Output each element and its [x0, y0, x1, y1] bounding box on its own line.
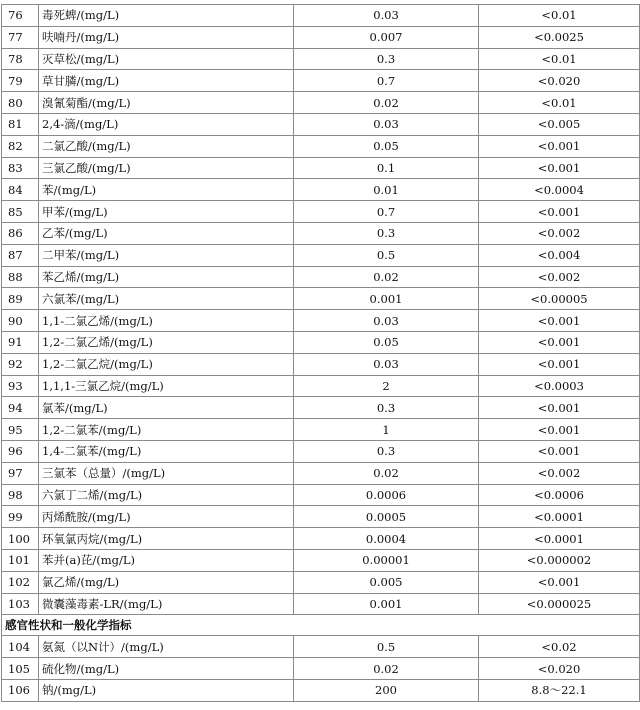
test-result: <0.005	[479, 113, 640, 135]
row-number: 78	[2, 48, 39, 70]
test-result: <0.001	[479, 310, 640, 332]
test-result: <0.0004	[479, 179, 640, 201]
limit-value: 0.001	[294, 288, 479, 310]
test-result: <0.020	[479, 70, 640, 92]
row-number: 92	[2, 353, 39, 375]
row-number: 84	[2, 179, 39, 201]
limit-value: 0.02	[294, 462, 479, 484]
table-row	[2, 179, 640, 201]
row-number: 102	[2, 571, 39, 593]
row-number: 96	[2, 440, 39, 462]
table-row	[2, 679, 640, 701]
table-row	[2, 353, 640, 375]
indicator-name: 溴氰菊酯/(mg/L)	[39, 92, 294, 114]
limit-value: 0.3	[294, 48, 479, 70]
indicator-name: 1,2-二氯乙烷/(mg/L)	[39, 353, 294, 375]
limit-value: 0.3	[294, 397, 479, 419]
test-result: <0.020	[479, 658, 640, 680]
indicator-name: 苯并(a)芘/(mg/L)	[39, 549, 294, 571]
test-result: <0.001	[479, 331, 640, 353]
limit-value: 0.02	[294, 658, 479, 680]
row-number: 91	[2, 331, 39, 353]
limit-value: 0.5	[294, 244, 479, 266]
indicator-name: 六氯丁二烯/(mg/L)	[39, 484, 294, 506]
indicator-name: 2,4-滴/(mg/L)	[39, 113, 294, 135]
row-number: 101	[2, 549, 39, 571]
table-row	[2, 658, 640, 680]
table-row	[2, 593, 640, 615]
indicator-name: 钠/(mg/L)	[39, 679, 294, 701]
table-row	[2, 636, 640, 658]
indicator-name: 1,4-二氯苯/(mg/L)	[39, 440, 294, 462]
test-result: <0.01	[479, 48, 640, 70]
row-number: 88	[2, 266, 39, 288]
table-row	[2, 288, 640, 310]
limit-value: 1	[294, 419, 479, 441]
limit-value: 0.0005	[294, 506, 479, 528]
table-row	[2, 201, 640, 223]
table-row	[2, 549, 640, 571]
indicator-name: 氯苯/(mg/L)	[39, 397, 294, 419]
limit-value: 2	[294, 375, 479, 397]
table-section	[2, 615, 640, 636]
test-result: <0.0025	[479, 26, 640, 48]
limit-value: 0.7	[294, 201, 479, 223]
table-row	[2, 506, 640, 528]
table-row	[2, 528, 640, 550]
indicator-name: 六氯苯/(mg/L)	[39, 288, 294, 310]
row-number: 80	[2, 92, 39, 114]
indicator-name: 1,1-二氯乙烯/(mg/L)	[39, 310, 294, 332]
indicator-name: 微囊藻毒素-LR/(mg/L)	[39, 593, 294, 615]
indicator-name: 二氯乙酸/(mg/L)	[39, 135, 294, 157]
table-row	[2, 92, 640, 114]
table-row	[2, 157, 640, 179]
limit-value: 0.05	[294, 135, 479, 157]
limit-value: 0.001	[294, 593, 479, 615]
indicator-name: 环氧氯丙烷/(mg/L)	[39, 528, 294, 550]
indicator-name: 氯乙烯/(mg/L)	[39, 571, 294, 593]
row-number: 94	[2, 397, 39, 419]
table-row	[2, 70, 640, 92]
row-number: 97	[2, 462, 39, 484]
indicator-name: 呋喃丹/(mg/L)	[39, 26, 294, 48]
row-number: 76	[2, 5, 39, 27]
test-result: <0.002	[479, 222, 640, 244]
test-result: <0.00005	[479, 288, 640, 310]
indicator-name: 苯/(mg/L)	[39, 179, 294, 201]
limit-value: 0.01	[294, 179, 479, 201]
limit-value: 0.005	[294, 571, 479, 593]
indicator-name: 乙苯/(mg/L)	[39, 222, 294, 244]
row-number: 77	[2, 26, 39, 48]
test-result: 8.8～22.1	[479, 679, 640, 701]
limit-value: 0.02	[294, 92, 479, 114]
row-number: 87	[2, 244, 39, 266]
row-number: 100	[2, 528, 39, 550]
table-row	[2, 113, 640, 135]
table-body-upper	[2, 5, 640, 615]
row-number: 85	[2, 201, 39, 223]
indicator-name: 硫化物/(mg/L)	[39, 658, 294, 680]
test-result: <0.001	[479, 157, 640, 179]
limit-value: 0.7	[294, 70, 479, 92]
table-row	[2, 462, 640, 484]
limit-value: 0.007	[294, 26, 479, 48]
limit-value: 0.0006	[294, 484, 479, 506]
test-result: <0.02	[479, 636, 640, 658]
table-row	[2, 5, 640, 27]
test-result: <0.0003	[479, 375, 640, 397]
limit-value: 0.5	[294, 636, 479, 658]
limit-value: 0.0004	[294, 528, 479, 550]
test-result: <0.001	[479, 135, 640, 157]
test-result: <0.01	[479, 5, 640, 27]
table-row	[2, 222, 640, 244]
limit-value: 0.03	[294, 310, 479, 332]
row-number: 103	[2, 593, 39, 615]
indicator-name: 1,2-二氯苯/(mg/L)	[39, 419, 294, 441]
limit-value: 0.03	[294, 353, 479, 375]
table-row	[2, 48, 640, 70]
test-result: <0.001	[479, 201, 640, 223]
indicator-name: 三氯乙酸/(mg/L)	[39, 157, 294, 179]
row-number: 105	[2, 658, 39, 680]
table-row	[2, 244, 640, 266]
limit-value: 0.02	[294, 266, 479, 288]
limit-value: 0.03	[294, 5, 479, 27]
limit-value: 0.05	[294, 331, 479, 353]
row-number: 89	[2, 288, 39, 310]
water-quality-table	[1, 4, 640, 702]
indicator-name: 氨氮（以N计）/(mg/L)	[39, 636, 294, 658]
test-result: <0.0001	[479, 528, 640, 550]
limit-value: 200	[294, 679, 479, 701]
test-result: <0.001	[479, 440, 640, 462]
row-number: 95	[2, 419, 39, 441]
indicator-name: 甲苯/(mg/L)	[39, 201, 294, 223]
row-number: 93	[2, 375, 39, 397]
test-result: <0.002	[479, 266, 640, 288]
indicator-name: 毒死蜱/(mg/L)	[39, 5, 294, 27]
table-row	[2, 266, 640, 288]
indicator-name: 苯乙烯/(mg/L)	[39, 266, 294, 288]
test-result: <0.004	[479, 244, 640, 266]
row-number: 99	[2, 506, 39, 528]
table-body-lower	[2, 636, 640, 701]
row-number: 90	[2, 310, 39, 332]
indicator-name: 丙烯酰胺/(mg/L)	[39, 506, 294, 528]
test-result: <0.0001	[479, 506, 640, 528]
row-number: 104	[2, 636, 39, 658]
indicator-name: 1,2-二氯乙烯/(mg/L)	[39, 331, 294, 353]
table-row	[2, 26, 640, 48]
limit-value: 0.1	[294, 157, 479, 179]
row-number: 86	[2, 222, 39, 244]
row-number: 82	[2, 135, 39, 157]
table-row	[2, 310, 640, 332]
limit-value: 0.3	[294, 222, 479, 244]
table-row	[2, 331, 640, 353]
test-result: <0.0006	[479, 484, 640, 506]
table-row	[2, 135, 640, 157]
test-result: <0.001	[479, 571, 640, 593]
indicator-name: 1,1,1-三氯乙烷/(mg/L)	[39, 375, 294, 397]
table-row	[2, 419, 640, 441]
limit-value: 0.00001	[294, 549, 479, 571]
test-result: <0.001	[479, 419, 640, 441]
table-row	[2, 571, 640, 593]
row-number: 79	[2, 70, 39, 92]
indicator-name: 三氯苯（总量）/(mg/L)	[39, 462, 294, 484]
table-row	[2, 484, 640, 506]
test-result: <0.001	[479, 353, 640, 375]
test-result: <0.001	[479, 397, 640, 419]
table-row	[2, 375, 640, 397]
test-result: <0.000025	[479, 593, 640, 615]
limit-value: 0.03	[294, 113, 479, 135]
indicator-name: 二甲苯/(mg/L)	[39, 244, 294, 266]
limit-value: 0.3	[294, 440, 479, 462]
indicator-name: 草甘膦/(mg/L)	[39, 70, 294, 92]
row-number: 98	[2, 484, 39, 506]
row-number: 83	[2, 157, 39, 179]
section-row	[2, 615, 640, 636]
test-result: <0.002	[479, 462, 640, 484]
table-row	[2, 397, 640, 419]
table-row	[2, 440, 640, 462]
row-number: 81	[2, 113, 39, 135]
section-title: 感官性状和一般化学指标	[5, 618, 132, 633]
indicator-name: 灭草松/(mg/L)	[39, 48, 294, 70]
test-result: <0.01	[479, 92, 640, 114]
test-result: <0.000002	[479, 549, 640, 571]
row-number: 106	[2, 679, 39, 701]
section-heading	[2, 615, 640, 636]
